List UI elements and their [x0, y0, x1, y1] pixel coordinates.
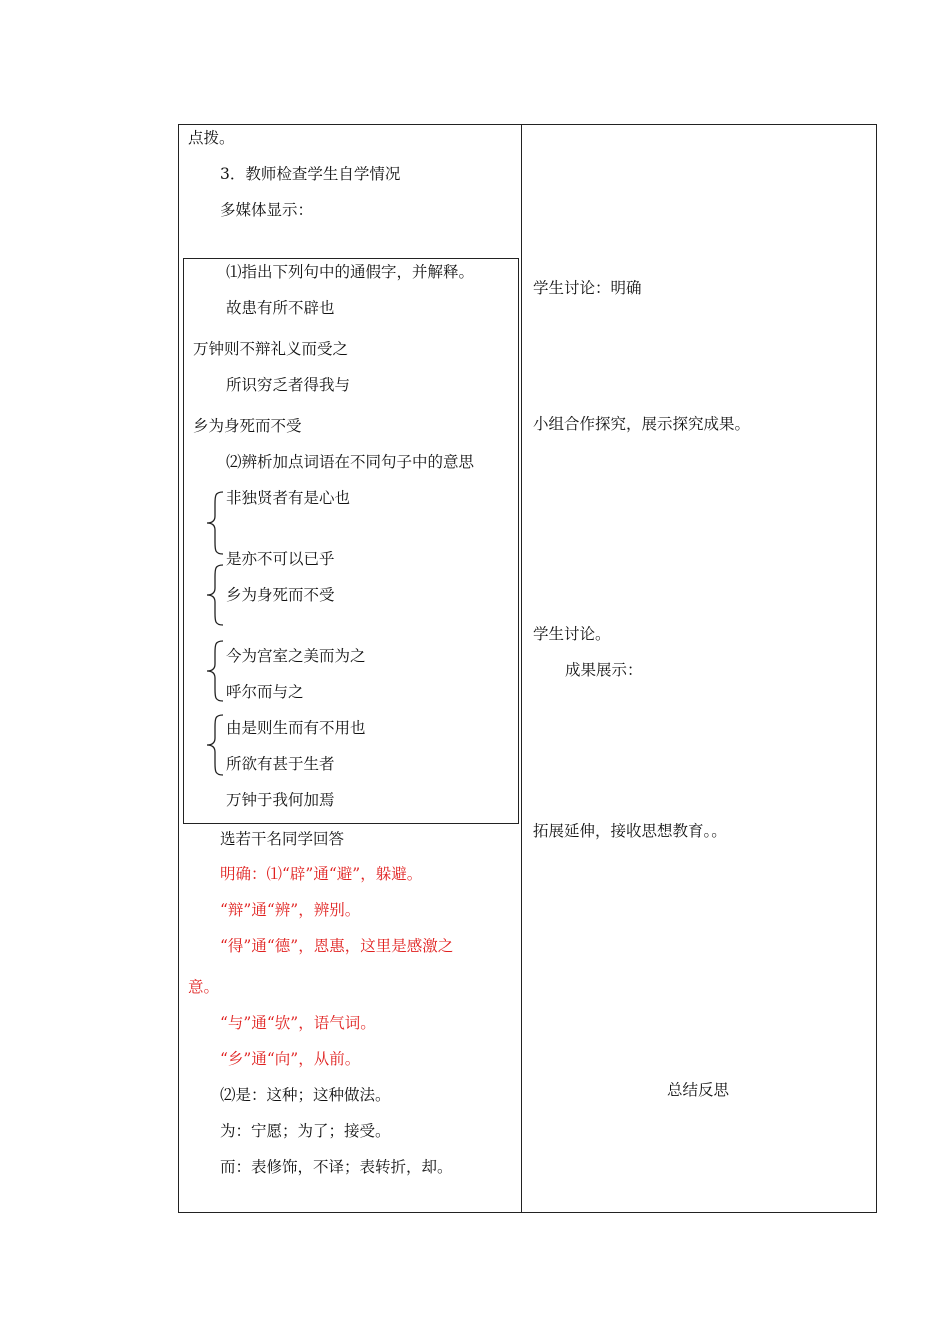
last-sentence: 万钟于我何加焉: [226, 791, 335, 809]
q1-sentence: 乡为身死而不受: [193, 417, 302, 435]
answer-red-line: 意。: [188, 978, 220, 996]
group-1-sentence: 非独贤者有是心也: [226, 489, 351, 507]
answer-red-line: “与”通“欤”，语气词。: [220, 1014, 376, 1032]
student-activity: 学生讨论。: [533, 625, 611, 643]
group-4-sentence: 所欲有甚于生者: [226, 755, 335, 773]
q1-sentence: 万钟则不辩礼义而受之: [193, 340, 349, 358]
group-3-sentence: 今为宫室之美而为之: [226, 647, 366, 665]
answer-line: 而：表修饰，不译；表转折，却。: [220, 1158, 453, 1176]
q1-sentence: 所识穷乏者得我与: [226, 376, 351, 394]
student-activity: 小组合作探究，展示探究成果。: [533, 415, 751, 433]
group-2-sentence: 乡为身死而不受: [226, 586, 335, 604]
answer-line: 为：宁愿；为了；接受。: [220, 1122, 391, 1140]
question-1-title: ⑴指出下列句中的通假字，并解释。: [226, 263, 475, 281]
student-activity: 学生讨论：明确: [533, 279, 642, 297]
question-2-title: ⑵辨析加点词语在不同句子中的意思: [226, 453, 475, 471]
answer-line: ⑵是：这种；这种做法。: [220, 1086, 391, 1104]
answer-red-line: 明确：⑴“辟”通“避”，躲避。: [220, 865, 423, 883]
intro-line: 多媒体显示：: [220, 201, 314, 219]
intro-line: 3．教师检查学生自学情况: [220, 165, 401, 183]
student-activity: 成果展示：: [565, 661, 643, 679]
answer-intro: 选若干名同学回答: [220, 830, 345, 848]
brace-icon: [203, 563, 225, 627]
brace-icon: [203, 639, 225, 703]
group-3-sentence: 呼尔而与之: [226, 683, 304, 701]
answer-red-line: “得”通“德”，恩惠，这里是感激之: [220, 937, 454, 955]
column-divider: [521, 124, 522, 1213]
student-activity: 总结反思: [667, 1081, 730, 1099]
student-activity: 拓展延伸，接收思想教育。。: [533, 822, 727, 840]
brace-icon: [203, 490, 225, 556]
group-1-sentence: 是亦不可以已乎: [226, 550, 335, 568]
q1-sentence: 故患有所不辟也: [226, 299, 335, 317]
intro-line: 点拨。: [188, 129, 235, 147]
brace-icon: [203, 713, 225, 777]
group-4-sentence: 由是则生而有不用也: [226, 719, 366, 737]
answer-red-line: “辩”通“辨”，辨别。: [220, 901, 361, 919]
answer-red-line: “乡”通“向”，从前。: [220, 1050, 361, 1068]
